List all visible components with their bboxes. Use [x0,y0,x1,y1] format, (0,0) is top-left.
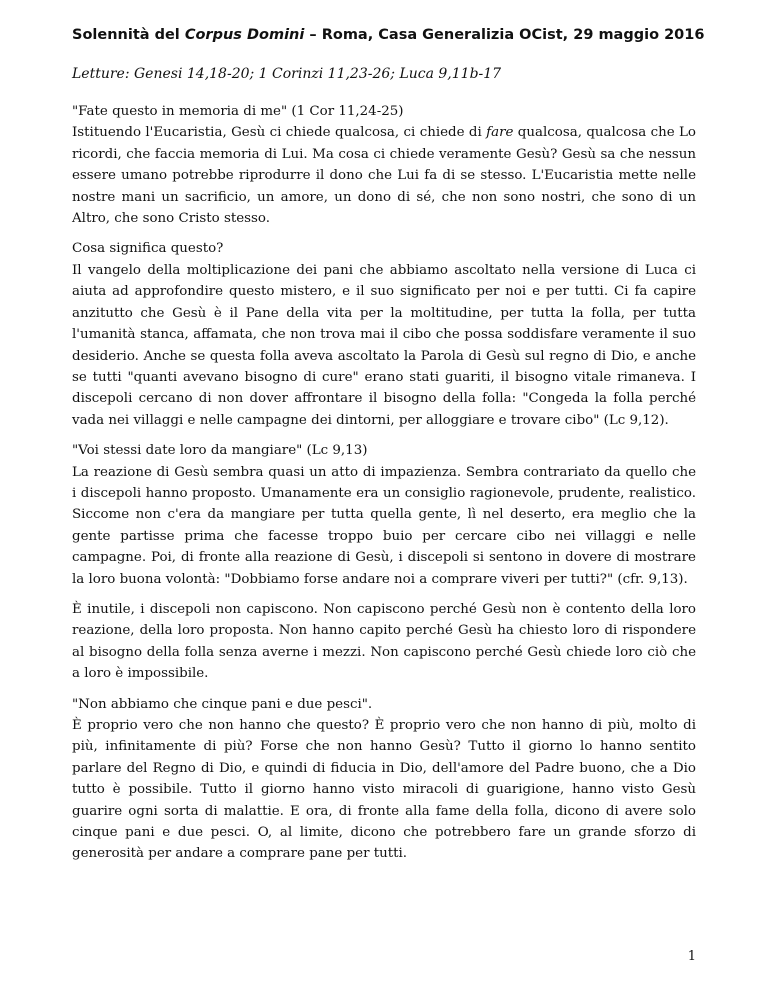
title-suffix: – Roma, Casa Generalizia OCist, 29 maggio 2016 [304,27,705,43]
paragraph-1 [72,101,696,229]
paragraph-4 [72,599,696,685]
paragraph-3 [72,440,696,590]
paragraph-text: La reazione di Gesù sembra quasi un atto di impazienza. Sembra contrariato da quello che i discepoli hanno proposto. Umanamente era un consiglio ragionevole, prudente, realistico. Siccome non c'era da mangiare per tutta quella gente, lì nel deserto, era meglio che la gente partisse prima che facesse troppo buio per cercare cibo nei villaggi e nelle campagne. Poi, di fronte alla reazione di Gesù, i discepoli si sentono in dovere di mostrare la loro buona volontà: "Dobbiamo forse andare noi a comprare viveri per tutti?" (cfr. 9,13). [72,464,696,587]
title-prefix: Solennità del [72,27,185,43]
page-title [72,26,705,45]
paragraph-text: qualcosa, qualcosa che Lo ricordi, che faccia memoria di Lui. Ma cosa ci chiede veramente Gesù? Gesù sa che nessun essere umano potrebbe riprodurre il dono che Lui fa di se stesso. L'Eucaristia mette nelle nostre mani un sacrificio, un amore, un dono di sé, che non sono nostri, che sono di un Altro, che sono Cristo stesso. [72,125,696,227]
paragraph-text: È inutile, i discepoli non capiscono. Non capiscono perché Gesù non è contento della loro reazione, della loro proposta. Non hanno capito perché Gesù ha chiesto loro di rispondere al bisogno della folla senza averne i mezzi. Non capiscono perché Gesù chiede loro ciò che a loro è impossibile. [72,601,696,682]
paragraph-heading: "Non abbiamo che cinque pani e due pesci". [72,696,373,712]
paragraph-2 [72,238,696,431]
paragraph-text: Il vangelo della moltiplicazione dei pani che abbiamo ascoltato nella versione di Luca ci aiuta ad approfondire questo mistero, e il suo significato per noi e per tutti. Ci fa capire anzitutto che Gesù è il Pane della vita per la moltitudine, per tutta la folla, per tutta l'umanità stanca, affamata, che non trova mai il cibo che possa soddisfare veramente il suo desiderio. Anche se questa folla aveva ascoltato la Parola di Gesù sul regno di Dio, e anche se tutti "quanti avevano bisogno di cure" erano stati guariti, il bisogno vitale rimaneva. I discepoli cercano di non dover affrontare il bisogno della folla: "Congeda la folla perché vada nei villaggi e nelle campagne dei dintorni, per alloggiare e trovare cibo" (Lc 9,12). [72,262,696,428]
page-number: 1 [687,949,696,964]
title-italic: Corpus Domini [184,27,305,43]
paragraph-text: Istituendo l'Eucaristia, Gesù ci chiede qualcosa, ci chiede di [72,125,487,141]
paragraph-text: È proprio vero che non hanno che questo? È proprio vero che non hanno di più, molto di più, infinitamente di più? Forse che non hanno Gesù? Tutto il giorno lo hanno sentito parlare del Regno di Dio, e quindi di fiducia in Dio, dell'amore del Padre buono, che a Dio tutto è possibile. Tutto il giorno hanno visto miracoli di guarigione, hanno visto Gesù guarire ogni sorta di malattie. E ora, di fronte alla fame della folla, dicono di avere solo cinque pani e due pesci. O, al limite, dicono che potrebbero fare un grande sforzo di generosità per andare a comprare pane per tutti. [72,718,696,862]
paragraph-text-italic: fare [486,125,514,141]
paragraph-heading: "Fate questo in memoria di me" (1 Cor 11,24-25) [72,104,404,120]
paragraph-5 [72,694,696,865]
readings-line: Letture: Genesi 14,18-20; 1 Corinzi 11,23-26; Luca 9,11b-17 [72,65,502,82]
paragraph-heading: Cosa significa questo? [72,241,224,257]
paragraph-heading: "Voi stessi date loro da mangiare" (Lc 9,13) [72,443,368,459]
